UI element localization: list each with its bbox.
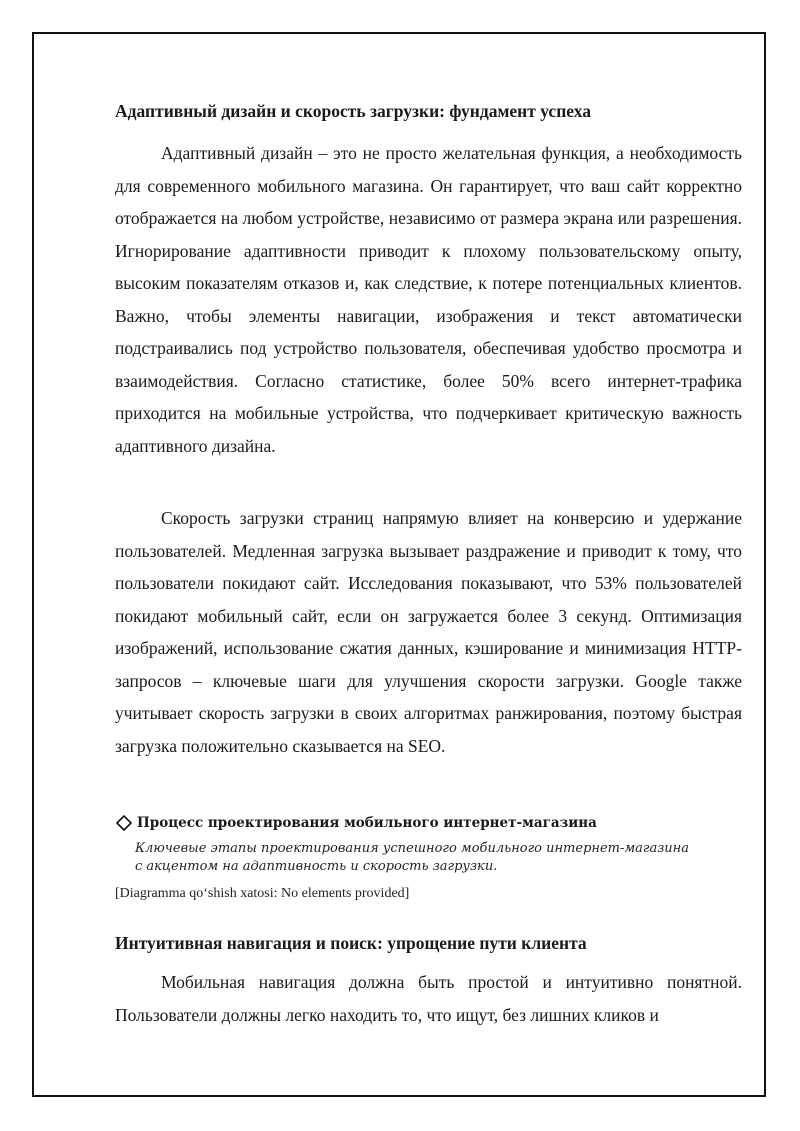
diagram-title: Процесс проектирования мобильного интернет-магазина [137, 815, 597, 831]
diagram-block [115, 812, 742, 902]
paragraph-navigation: Мобильная навигация должна быть простой и интуитивно понятной. Пользователи должны легко находить то, что ищут, без лишних кликов и [115, 972, 742, 1025]
diagram-title-row [115, 812, 742, 834]
section-heading-adaptive-design: Адаптивный дизайн и скорость загрузки: фундамент успеха [115, 101, 591, 121]
diagram-error-message: [Diagramma qo‘shish xatosi: No elements provided] [115, 886, 410, 901]
paragraph-adaptive-design: Адаптивный дизайн – это не просто желательная функция, а необходимость для современного мобильного магазина. Он гарантирует, что ваш сайт корректно отображается на любом устройстве, независимо от размера экрана или разрешения. Игнорирование адаптивности приводит к плохому пользовательскому опыту, высоким показателям отказов и, как следствие, к потере потенциальных клиентов. Важно, чтобы элементы навигации, изображения и текст автоматически подстраивались под устройство пользователя, обеспечивая удобство просмотра и взаимодействия. Согласно статистике, более 50% всего интернет-трафика приходится на мобильные устройства, что подчеркивает критическую важность адаптивного дизайна. [115, 143, 742, 456]
diagram-description: Ключевые этапы проектирования успешного мобильного интернет-магазина с акцентом на адаптивность и скорость загрузки. [135, 841, 689, 874]
paragraph-loading-speed: Скорость загрузки страниц напрямую влияет на конверсию и удержание пользователей. Медленная загрузка вызывает раздражение и приводит к тому, что пользователи покидают сайт. Исследования показывают, что 53% пользователей покидают мобильный сайт, если он загружается более 3 секунд. Оптимизация изображений, использование сжатия данных, кэширование и минимизация HTTP-запросов – ключевые шаги для улучшения скорости загрузки. Google также учитывает скорость загрузки в своих алгоритмах ранжирования, поэтому быстрая загрузка положительно сказывается на SEO. [115, 508, 742, 756]
diamond-icon [115, 814, 133, 832]
section-heading-navigation: Интуитивная навигация и поиск: упрощение пути клиента [115, 933, 587, 953]
